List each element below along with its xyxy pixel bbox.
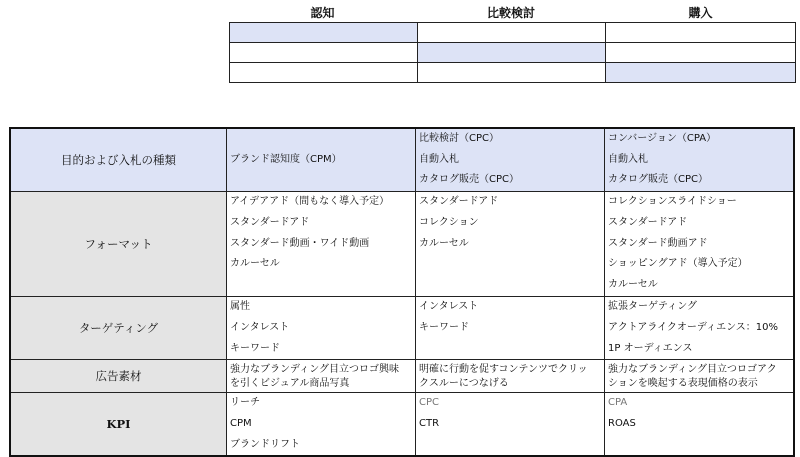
cell-text: スタンダードアド	[608, 216, 688, 228]
table-row	[10, 297, 794, 360]
table-row	[10, 360, 794, 393]
cell-consideration	[416, 393, 605, 457]
cell-text: 属性	[230, 301, 250, 313]
funnel-cell	[606, 63, 796, 83]
cell-text: コレクションスライドショー	[608, 196, 737, 208]
row-label-targeting: ターゲティング	[10, 297, 227, 360]
funnel-cell	[230, 43, 418, 63]
cell-text: CPM	[230, 417, 252, 429]
cell-text: スタンダードアド	[419, 196, 499, 208]
header-purchase: 購入	[688, 6, 713, 20]
row-label-kpi: KPI	[10, 393, 227, 457]
cell-text: アクトアライクオーディエンス：10%	[608, 321, 779, 333]
funnel-header	[229, 4, 795, 22]
funnel-cell	[606, 23, 796, 43]
cell-text: CPC	[419, 397, 439, 409]
cell-text: を引くビジュアル商品写真	[230, 378, 350, 390]
table-row	[10, 393, 794, 457]
cell-awareness	[227, 297, 416, 360]
cell-purchase	[605, 393, 795, 457]
cell-text: カルーセル	[608, 278, 658, 290]
cell-text: CPA	[608, 397, 628, 409]
cell-awareness	[227, 192, 416, 297]
cell-consideration	[416, 360, 605, 393]
cell-text: カタログ販売（CPC）	[608, 174, 708, 186]
cell-purchase	[605, 128, 795, 192]
row-label-objective: 目的および入札の種類	[10, 128, 227, 192]
cell-text: インタレスト	[419, 301, 479, 313]
cell-text: リーチ	[230, 397, 260, 409]
cell-text: CTR	[419, 417, 440, 429]
cell-text: 拡張ターゲティング	[608, 301, 697, 313]
cell-text: カルーセル	[419, 237, 469, 249]
cell-text: 自動入札	[419, 153, 459, 165]
funnel-cell	[230, 63, 418, 83]
header-awareness: 認知	[310, 6, 335, 20]
header-consideration: 比較検討	[486, 6, 535, 20]
cell-awareness	[227, 393, 416, 457]
cell-consideration	[416, 128, 605, 192]
cell-text: スタンダードアド	[230, 216, 310, 228]
cell-purchase	[605, 360, 795, 393]
cell-text: コンバージョン（CPA）	[608, 133, 717, 144]
cell-text: カルーセル	[230, 258, 280, 270]
cell-text: ROAS	[608, 417, 636, 429]
cell-text: カタログ販売（CPC）	[419, 174, 519, 186]
cell-text: アイデアアド（間もなく導入予定）	[230, 196, 390, 208]
cell-text: 自動入札	[608, 153, 648, 165]
cell-text: スタンダード動画・ワイド動画	[230, 237, 370, 249]
cell-consideration	[416, 192, 605, 297]
row-label-format: フォーマット	[10, 192, 227, 297]
cell-text: ショッピングアド（導入予定）	[608, 258, 748, 270]
cell-text: 比較検討（CPC）	[419, 133, 499, 144]
cell-text: インタレスト	[230, 321, 290, 333]
funnel-cell	[606, 43, 796, 63]
cell-text: 明確に行動を促すコンテンツでクリッ	[419, 364, 588, 376]
cell-text: キーワード	[230, 342, 280, 354]
cell-text: ブランド認知度（CPM）	[230, 153, 342, 165]
cell-text: スタンダード動画アド	[608, 237, 708, 249]
funnel-cell	[418, 23, 606, 43]
funnel-cell	[418, 63, 606, 83]
cell-text: ブランドリフト	[230, 438, 300, 450]
funnel-cell	[230, 23, 418, 43]
cell-awareness	[227, 128, 416, 192]
cell-text: クスルーにつなげる	[419, 378, 509, 390]
cell-purchase	[605, 297, 795, 360]
cell-text: 強力なブランディング目立つロゴアク	[608, 364, 777, 376]
ad-strategy-table	[9, 127, 795, 457]
funnel-grid	[229, 22, 796, 83]
table-row	[10, 128, 794, 192]
cell-text: キーワード	[419, 321, 469, 333]
cell-text: コレクション	[419, 216, 479, 228]
cell-purchase	[605, 192, 795, 297]
cell-text: 1P オーディエンス	[608, 342, 693, 354]
table-row	[10, 192, 794, 297]
row-label-creative: 広告素材	[10, 360, 227, 393]
cell-text: ションを喚起する表現価格の表示	[608, 378, 758, 390]
cell-consideration	[416, 297, 605, 360]
cell-text: 強力なブランディング目立つロゴ興味	[230, 364, 399, 376]
funnel-cell	[418, 43, 606, 63]
cell-awareness	[227, 360, 416, 393]
